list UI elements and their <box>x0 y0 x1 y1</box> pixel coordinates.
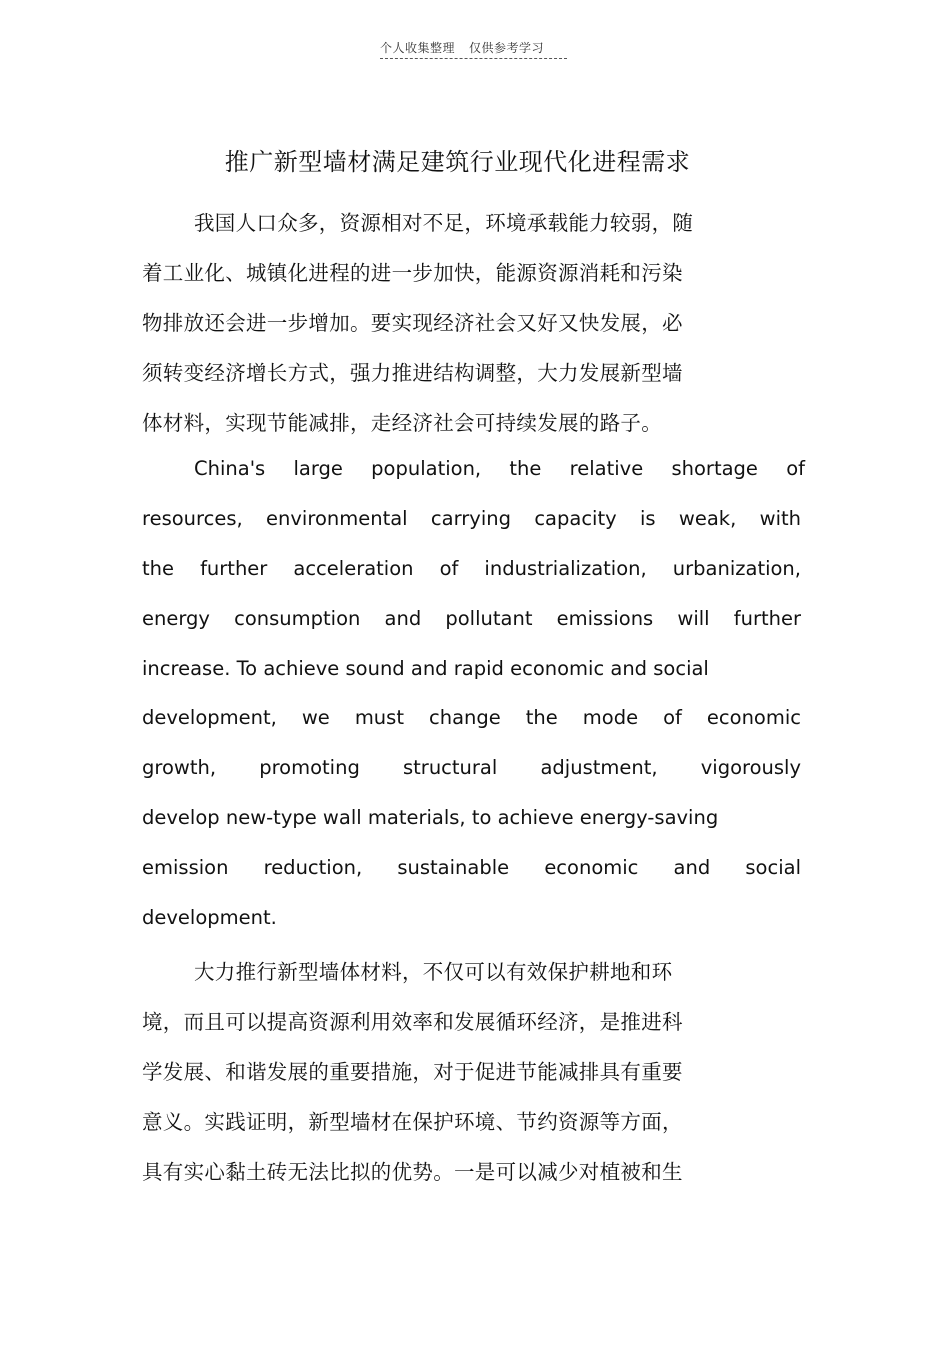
paragraph-line: 意义。实践证明，新型墙材在保护环境、节约资源等方面， <box>142 1110 683 1134</box>
paragraph-line: 学发展、和谐发展的重要措施，对于促进节能减排具有重要 <box>142 1060 683 1084</box>
header-right-text: 仅供参考学习 <box>469 41 545 55</box>
paragraph-line: 着工业化、城镇化进程的进一步加快，能源资源消耗和污染 <box>142 261 683 285</box>
paragraph-line: 物排放还会进一步增加。要实现经济社会又好又快发展，必 <box>142 311 683 335</box>
paragraph-line: energy consumption and pollutant emissions will further <box>142 607 801 630</box>
paragraph-line: growth, promoting structural adjustment, vigorously <box>142 756 801 779</box>
paragraph-line: the further acceleration of industrialization, urbanization, <box>142 557 801 580</box>
paragraph-line: development, we must change the mode of economic <box>142 706 801 729</box>
paragraph-line: emission reduction, sustainable economic and social <box>142 856 801 879</box>
paragraph-line: 具有实心黏土砖无法比拟的优势。一是可以减少对植被和生 <box>142 1160 683 1184</box>
paragraph-line: increase. To achieve sound and rapid economic and social <box>142 657 709 680</box>
document-title: 推广新型墙材满足建筑行业现代化进程需求 <box>224 148 691 176</box>
paragraph-line: 我国人口众多，资源相对不足，环境承载能力较弱，随 <box>194 211 694 235</box>
paragraph-line: 大力推行新型墙体材料，不仅可以有效保护耕地和环 <box>194 960 673 984</box>
page-header <box>380 39 565 56</box>
header-divider <box>380 58 567 59</box>
header-left-text: 个人收集整理 <box>380 41 456 55</box>
paragraph-line: 境，而且可以提高资源利用效率和发展循环经济，是推进科 <box>142 1010 683 1034</box>
paragraph-line: China's large population, the relative shortage of <box>194 457 805 480</box>
paragraph-line: 须转变经济增长方式，强力推进结构调整，大力发展新型墙 <box>142 361 683 385</box>
paragraph-line: 体材料，实现节能减排，走经济社会可持续发展的路子。 <box>142 411 662 435</box>
paragraph-line: development. <box>142 906 277 929</box>
paragraph-line: develop new-type wall materials, to achieve energy-saving <box>142 806 719 829</box>
paragraph-line: resources, environmental carrying capacity is weak, with <box>142 507 801 530</box>
